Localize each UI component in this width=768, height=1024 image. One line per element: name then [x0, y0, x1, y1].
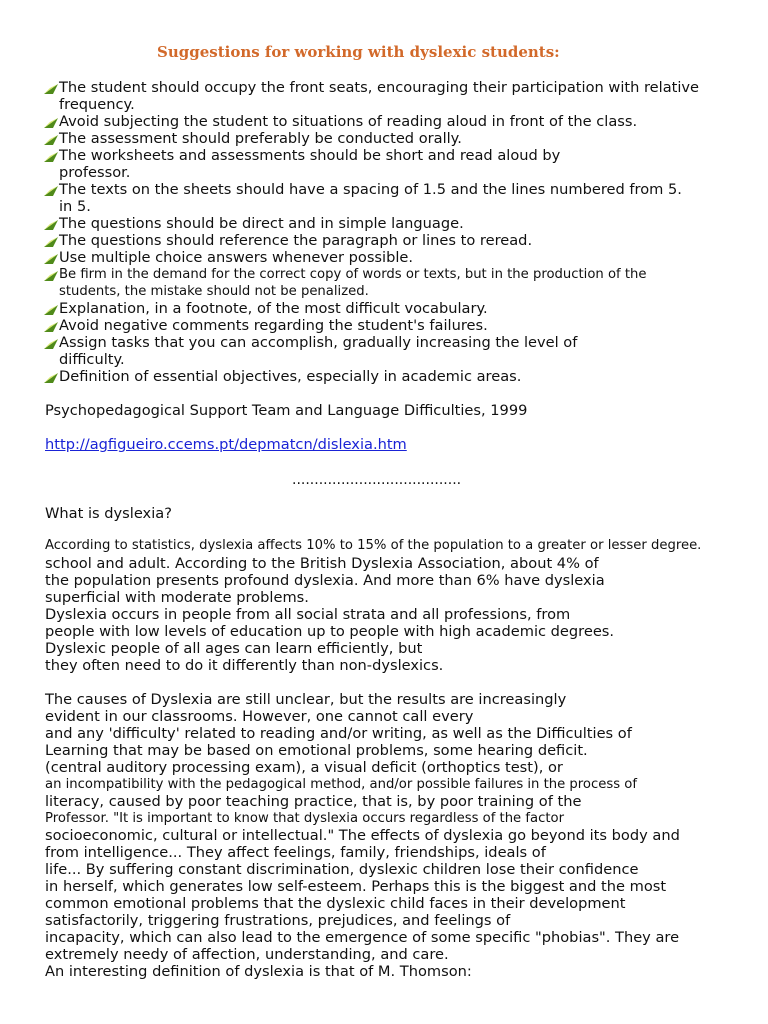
source-link-row	[45, 436, 407, 453]
section-heading: What is dyslexia?	[45, 505, 172, 522]
paragraph-line: school and adult. According to the British Dyslexia Association, about 4% of	[45, 555, 599, 572]
bullet-arrow-icon	[44, 186, 58, 196]
bullet-arrow-icon	[44, 220, 58, 230]
body-text	[45, 555, 745, 980]
bullet-text-line: The assessment should preferably be conducted orally.	[59, 130, 462, 147]
bullet-text-line: Be firm in the demand for the correct copy of words or texts, but in the production of the	[59, 267, 647, 282]
paragraph-line: Dyslexia occurs in people from all social strata and all professions, from	[45, 606, 571, 623]
bullet-item	[44, 368, 744, 385]
bullet-text-line: The questions should be direct and in simple language.	[59, 215, 464, 232]
paragraph-line: Dyslexic people of all ages can learn efficiently, but	[45, 640, 423, 657]
paragraph-line: they often need to do it differently than non-dyslexics.	[45, 657, 444, 674]
bullet-arrow-icon	[44, 339, 58, 349]
bullet-text-line: The worksheets and assessments should be short and read aloud by	[59, 147, 561, 164]
paragraph-line: an incompatibility with the pedagogical method, and/or possible failures in the process of	[45, 777, 638, 792]
bullet-item	[44, 113, 744, 130]
bullet-item	[44, 317, 744, 334]
bullet-item	[44, 300, 744, 317]
bullet-text-line: The questions should reference the paragraph or lines to reread.	[59, 232, 533, 249]
paragraph-line: the population presents profound dyslexia. And more than 6% have dyslexia	[45, 572, 605, 589]
paragraph-line: common emotional problems that the dyslexic child faces in their development	[45, 895, 626, 912]
bullet-text-line: students, the mistake should not be penalized.	[59, 284, 369, 299]
paragraph-line: people with low levels of education up to people with high academic degrees.	[45, 623, 615, 640]
paragraph-line: (central auditory processing exam), a visual deficit (orthoptics test), or	[45, 759, 563, 776]
bullet-item	[44, 266, 744, 300]
source-citation: Psychopedagogical Support Team and Language Difficulties, 1999	[45, 402, 528, 419]
paragraph-line: An interesting definition of dyslexia is that of M. Thomson:	[45, 963, 472, 980]
bullet-text-line: Avoid negative comments regarding the student's failures.	[59, 317, 488, 334]
paragraph-line: and any 'difficulty' related to reading and/or writing, as well as the Difficulties of	[45, 725, 632, 742]
paragraph-line: in herself, which generates low self-esteem. Perhaps this is the biggest and the most	[45, 878, 667, 895]
bullet-text-line: Avoid subjecting the student to situations of reading aloud in front of the class.	[59, 113, 638, 130]
paragraph-line: The causes of Dyslexia are still unclear, but the results are increasingly	[45, 691, 567, 708]
bullet-arrow-icon	[44, 305, 58, 315]
bullet-item	[44, 334, 744, 368]
bullet-text-line: in 5.	[59, 198, 91, 215]
bullet-text-line: Use multiple choice answers whenever possible.	[59, 249, 414, 266]
bullet-arrow-icon	[44, 135, 58, 145]
source-link[interactable]: http://agfigueiro.ccems.pt/depmatcn/dislexia.htm	[45, 436, 407, 453]
bullet-arrow-icon	[44, 373, 58, 383]
bullet-arrow-icon	[44, 118, 58, 128]
bullet-item	[44, 232, 744, 249]
bullet-arrow-icon	[44, 152, 58, 162]
paragraph-line: Professor. "It is important to know that dyslexia occurs regardless of the factor	[45, 811, 564, 826]
bullet-text-line: The student should occupy the front seats, encouraging their participation with relative	[59, 79, 700, 96]
bullet-text-line: frequency.	[59, 96, 135, 113]
paragraph-line: literacy, caused by poor teaching practice, that is, by poor training of the	[45, 793, 582, 810]
paragraph-gap	[45, 674, 745, 691]
separator: ......................................	[292, 472, 462, 488]
paragraph-line: Learning that may be based on emotional problems, some hearing deficit.	[45, 742, 588, 759]
bullet-arrow-icon	[44, 322, 58, 332]
bullet-text-line: The texts on the sheets should have a spacing of 1.5 and the lines numbered from 5.	[59, 181, 682, 198]
bullet-arrow-icon	[44, 84, 58, 94]
intro-sentence: According to statistics, dyslexia affects 10% to 15% of the population to a greater or lesser degree.	[45, 538, 702, 553]
page-title: Suggestions for working with dyslexic students:	[157, 43, 560, 61]
paragraph-line: extremely needy of affection, understanding, and care.	[45, 946, 449, 963]
bullet-text-line: difficulty.	[59, 351, 125, 368]
bullet-item	[44, 79, 744, 113]
bullet-text-line: Definition of essential objectives, especially in academic areas.	[59, 368, 522, 385]
bullet-text-line: Explanation, in a footnote, of the most difficult vocabulary.	[59, 300, 488, 317]
paragraph-line: superficial with moderate problems.	[45, 589, 309, 606]
bullet-item	[44, 181, 744, 215]
bullet-text-line: Assign tasks that you can accomplish, gradually increasing the level of	[59, 334, 578, 351]
bullet-item	[44, 215, 744, 232]
paragraph-line: satisfactorily, triggering frustrations, prejudices, and feelings of	[45, 912, 511, 929]
paragraph-line: life... By suffering constant discrimination, dyslexic children lose their confidence	[45, 861, 639, 878]
bullet-arrow-icon	[44, 271, 58, 281]
bullet-arrow-icon	[44, 254, 58, 264]
paragraph-line: evident in our classrooms. However, one cannot call every	[45, 708, 474, 725]
paragraph-line: socioeconomic, cultural or intellectual." The effects of dyslexia go beyond its body and	[45, 827, 680, 844]
bullet-item	[44, 147, 744, 181]
bullet-text-line: professor.	[59, 164, 131, 181]
suggestions-list	[44, 79, 744, 385]
bullet-item	[44, 130, 744, 147]
paragraph-line: from intelligence... They affect feelings, family, friendships, ideals of	[45, 844, 546, 861]
paragraph-line: incapacity, which can also lead to the emergence of some specific "phobias". They are	[45, 929, 680, 946]
bullet-item	[44, 249, 744, 266]
bullet-arrow-icon	[44, 237, 58, 247]
